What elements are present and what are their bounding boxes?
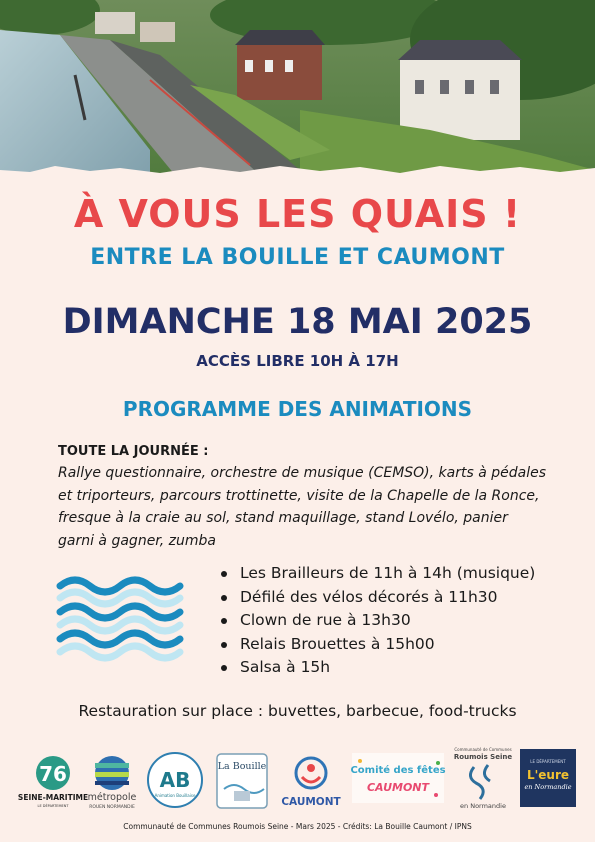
seine-maritime-name: SEINE-MARITIME [17,793,89,802]
list-item [218,586,535,610]
comite-des-fetes-logo [352,753,444,803]
credits: Communauté de Communes Roumois Seine - Mars 2025 - Crédits: La Bouille Caumont / IPNS [123,822,472,831]
event-date: DIMANCHE 18 MAI 2025 [62,302,533,342]
animation-bouillaise-logo [146,751,204,809]
la-bouille-logo [216,753,268,809]
eure-small: LE DÉPARTEMENT [530,759,566,764]
eure-logo [520,749,576,807]
events-list [218,562,535,680]
header-photo [0,0,595,190]
list-item [218,562,535,586]
seine-maritime-logo [17,753,89,813]
event-subtitle: ENTRE LA BOUILLE ET CAUMONT [90,245,505,270]
ab-letters: AB [159,768,191,792]
comite-line2: CAUMONT [366,781,430,794]
roumois-top: Communauté de Communes [454,747,512,752]
comite-line1: Comité des fêtes [350,765,446,776]
event-title: À VOUS LES QUAIS ! [73,192,522,236]
la-bouille-name: La Bouille [217,761,267,772]
event-text: Les Brailleurs de 11h à 14h (musique) [240,564,536,582]
roumois-seine-logo [452,745,514,811]
all-day-heading: TOUTE LA JOURNÉE : [58,444,209,459]
event-text: Défilé des vélos décorés à 11h30 [240,587,498,606]
partner-logos [0,745,595,815]
event-text: Relais Brouettes à 15h00 [240,634,435,653]
roumois-name: Roumois Seine [453,753,513,761]
metropole-logo [86,753,138,813]
list-item [218,609,535,633]
bullet-icon [221,665,227,671]
bullet-icon [221,571,227,577]
caumont-name: CAUMONT [281,796,341,808]
seine-maritime-number: 76 [39,762,67,786]
all-day-text: Rallye questionnaire, orchestre de musique (CEMSO), karts à pédales et triporteurs, parcours trottinette, visite de la Chapelle de la Ronce, fresque à la craie au sol, stand maquillage, stand Lovélo, panier garni à gagner, zumba [58,465,547,549]
list-item [218,656,535,680]
eure-sub: en Normandie [524,783,572,791]
aerial-photo-icon [0,0,595,190]
metropole-sub: ROUEN NORMANDIE [89,805,135,810]
event-text: Clown de rue à 13h30 [240,611,411,629]
roumois-bottom: en Normandie [460,802,506,810]
eure-name: L'eure [526,768,570,782]
ab-sub: Animation Bouillaise [154,793,196,798]
seine-maritime-sub: LE DÉPARTEMENT [37,804,69,808]
access-hours: ACCÈS LIBRE 10H À 17H [196,352,399,370]
bullet-icon [221,618,227,624]
metropole-name: métropole [87,792,137,803]
programme-heading: PROGRAMME DES ANIMATIONS [122,397,473,421]
bullet-icon [221,595,227,601]
caumont-logo [278,753,344,811]
bullet-icon [221,642,227,648]
event-text: Salsa à 15h [240,658,331,676]
list-item [218,633,535,657]
restauration-text: Restauration sur place : buvettes, barbecue, food-trucks [78,702,517,720]
waves-icon [55,572,190,662]
